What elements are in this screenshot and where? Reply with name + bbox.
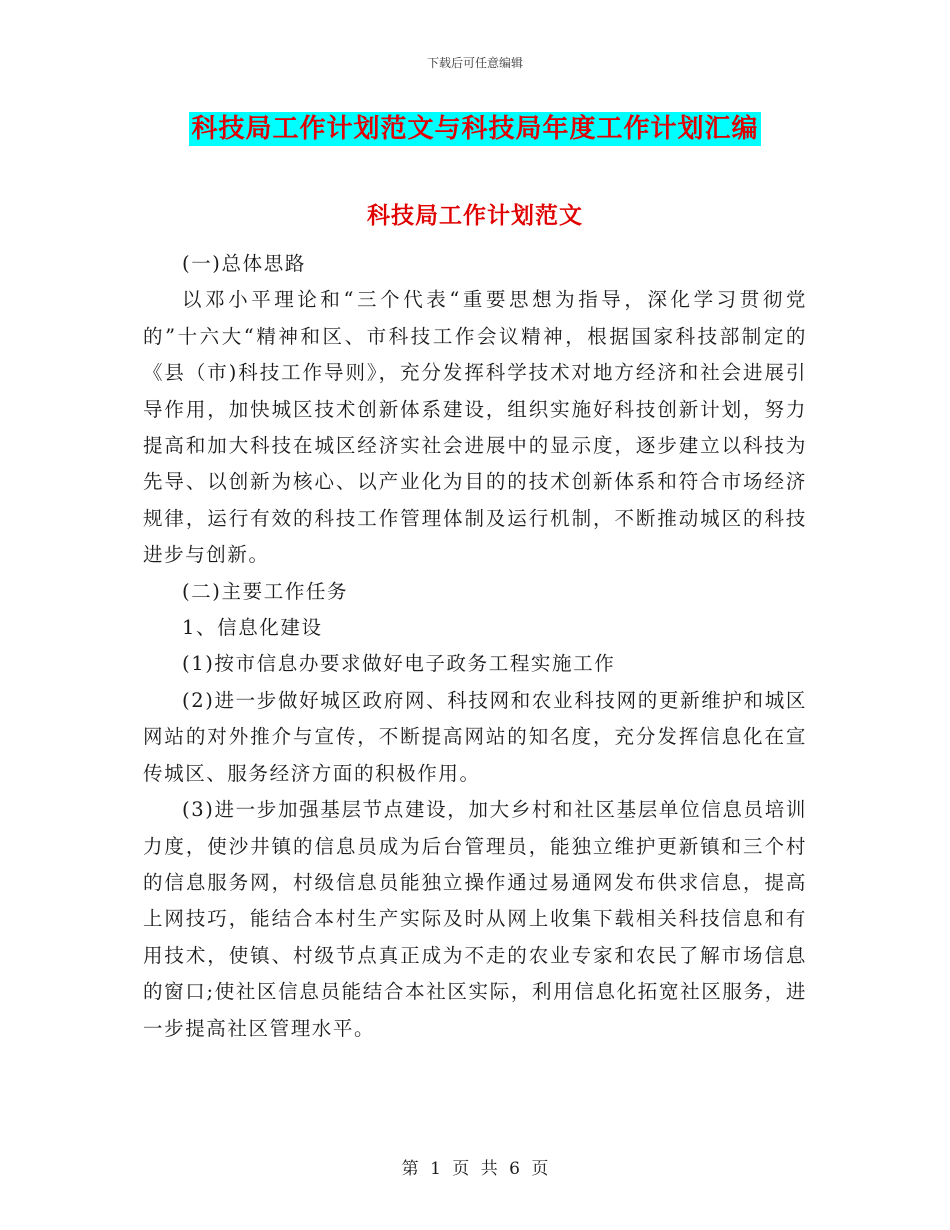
list-item-3: (3)进一步加强基层节点建设，加大乡村和社区基层单位信息员培训力度，使沙井镇的信息员成为后台管理员，能独立维护更新镇和三个村的信息服务网，村级信息员能独立操作通过易通网发布供求信息，提高上网技巧，能结合本村生产实际及时从网上收集下载相关科技信息和有用技术，使镇、村级节点真正成为不走的农业专家和农民了解市场信息的窗口;使社区信息员能结合本社区实际，利用信息化拓宽社区服务，进一步提高社区管理水平。 [143,798,807,1040]
section-heading-tasks: (二)主要工作任务 [182,579,349,603]
list-item-2: (2)进一步做好城区政府网、科技网和农业科技网的更新维护和城区网站的对外推介与宣传，不断提高网站的知名度，充分发挥信息化在宣传城区、服务经济方面的积极作用。 [143,688,807,785]
sub-title: 科技局工作计划范文 [367,202,583,229]
main-title-container [0,112,950,146]
page-header-note: 下载后可任意编辑 [426,56,523,70]
paragraph-overall-thinking: 以邓小平理论和“三个代表“重要思想为指导，深化学习贯彻党的”十六大“精神和区、市科技工作会议精神，根据国家科技部制定的《县（市)科技工作导则》，充分发挥科学技术对地方经济和社会进展引导作用，加快城区技术创新体系建设，组织实施好科技创新计划，努力提高和加大科技在城区经济实社会进展中的显示度，逐步建立以科技为先导、以创新为核心、以产业化为目的的技术创新体系和符合市场经济规律，运行有效的科技工作管理体制及运行机制，不断推动城区的科技进步与创新。 [143,288,807,567]
subsection-heading-informatization: 1、信息化建设 [182,616,323,640]
document-body [143,246,807,1047]
section-heading-overall: (一)总体思路 [182,252,306,275]
main-title: 科技局工作计划范文与科技局年度工作计划汇编 [191,114,759,144]
page-footer: 第 1 页 共 6 页 [401,1159,549,1179]
list-item-1: (1)按市信息办要求做好电子政务工程实施工作 [182,652,616,676]
